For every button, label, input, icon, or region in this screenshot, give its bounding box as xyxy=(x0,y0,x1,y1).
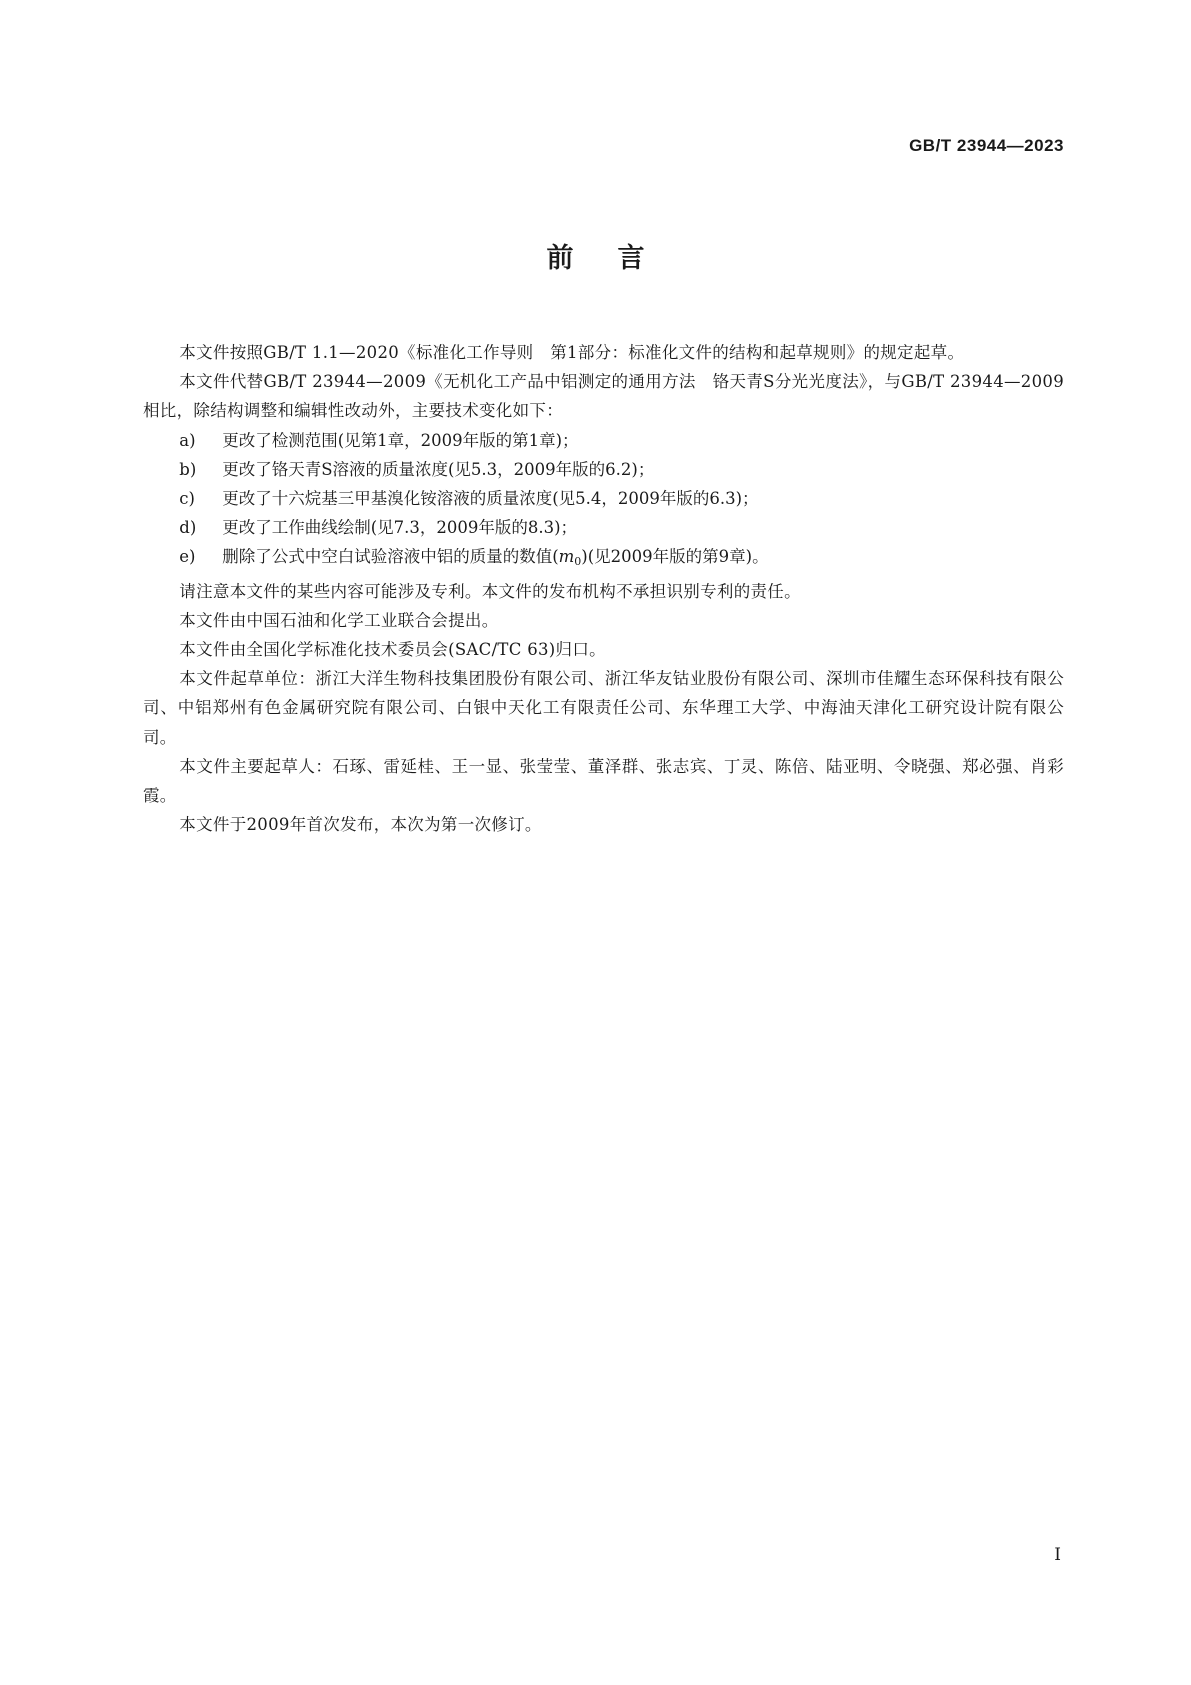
list-item xyxy=(143,513,1064,542)
list-item-text-after: )(见2009年版的第9章)。 xyxy=(581,547,769,567)
list-item-label: d) xyxy=(179,518,197,538)
variable-subscript: 0 xyxy=(574,555,582,569)
paragraph-proposer: 本文件由中国石油和化学工业联合会提出。 xyxy=(179,610,499,630)
paragraph-drafting-basis: 本文件按照GB/T 1.1—2020《标准化工作导则 第1部分：标准化文件的结构和起草规则》的规定起草。 xyxy=(179,343,965,362)
list-item xyxy=(143,542,1064,576)
list-item-text: 更改了铬天青S溶液的质量浓度(见5.3，2009年版的6.2)； xyxy=(222,459,655,479)
list-item-label: a) xyxy=(179,430,196,450)
paragraph-history: 本文件于2009年首次发布，本次为第一次修订。 xyxy=(179,815,542,835)
paragraph-committee: 本文件由全国化学标准化技术委员会(SAC/TC 63)归口。 xyxy=(179,640,606,660)
standard-number: GB/T 23944—2023 xyxy=(909,136,1064,155)
list-item-label: b) xyxy=(179,459,197,479)
paragraph-patent-notice: 请注意本文件的某些内容可能涉及专利。本文件的发布机构不承担识别专利的责任。 xyxy=(179,581,801,601)
list-item-label: c) xyxy=(179,489,195,509)
changes-list xyxy=(143,426,1064,577)
list-item-text: 更改了十六烷基三甲基溴化铵溶液的质量浓度(见5.4，2009年版的6.3)； xyxy=(222,489,759,509)
paragraph-replacement: 本文件代替GB/T 23944—2009《无机化工产品中铝测定的通用方法 铬天青S分光光度法》，与GB/T 23944—2009相比，除结构调整和编辑性改动外，主要技术变化如下： xyxy=(143,372,1064,421)
list-item-text: 更改了检测范围(见第1章，2009年版的第1章)； xyxy=(222,430,579,450)
paragraph-drafters: 本文件主要起草人：石琢、雷延桂、王一显、张莹莹、董泽群、张志宾、丁灵、陈倍、陆亚明、令晓强、郑必强、肖彩霞。 xyxy=(143,756,1064,806)
variable-m: m xyxy=(558,547,575,567)
list-item xyxy=(143,455,1064,484)
list-item xyxy=(143,484,1064,513)
list-item-text-before: 删除了公式中空白试验溶液中铝的质量的数值( xyxy=(222,547,559,567)
list-item xyxy=(143,426,1064,455)
list-item-text: 更改了工作曲线绘制(见7.3，2009年版的8.3)； xyxy=(222,518,578,538)
page-title: 前言 xyxy=(546,243,689,274)
document-body xyxy=(143,338,1064,839)
paragraph-drafting-units: 本文件起草单位：浙江大洋生物科技集团股份有限公司、浙江华友钴业股份有限公司、深圳市佳耀生态环保科技有限公司、中铝郑州有色金属研究院有限公司、白银中天化工有限责任公司、东华理工大学、中海油天津化工研究设计院有限公司。 xyxy=(143,669,1064,747)
list-item-label: e) xyxy=(179,547,196,567)
page-number: Ⅰ xyxy=(1054,1545,1061,1565)
